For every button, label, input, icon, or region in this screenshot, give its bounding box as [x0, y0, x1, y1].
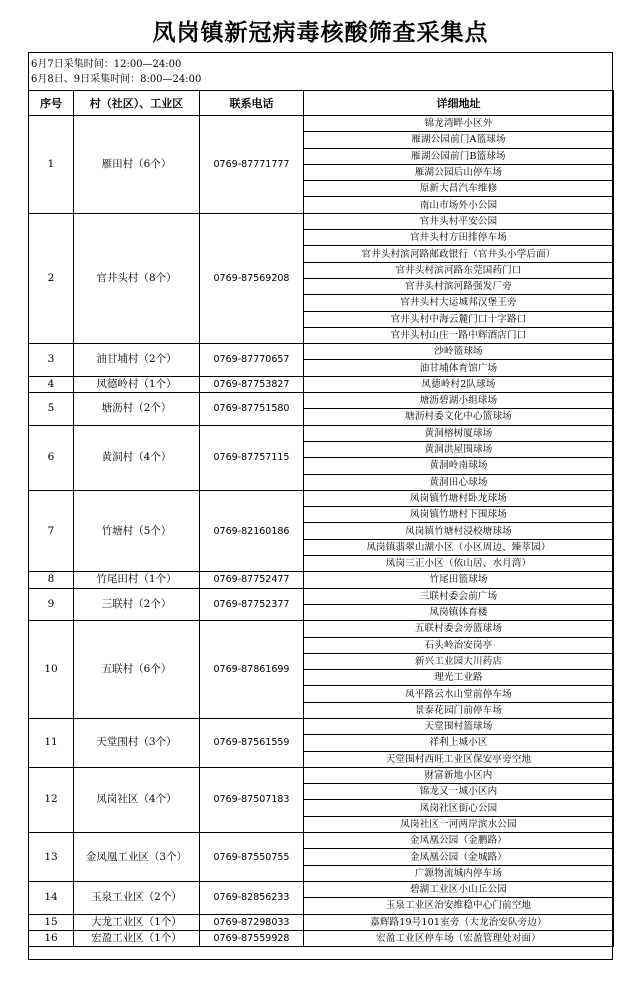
village-name: 官井头村（8个）: [74, 213, 200, 343]
collection-time-june-8-9: 6月8日、9日采集时间：8:00—24:00: [31, 74, 202, 85]
row-number: 6: [29, 425, 74, 490]
address-cell: 雁湖公园前门A篮球场: [304, 132, 614, 148]
table-row: [29, 588, 614, 604]
row-number: 9: [29, 588, 74, 621]
address-cell: 五联村委会旁篮球场: [304, 621, 614, 637]
village-name: 油甘埔村（2个）: [74, 344, 200, 377]
table-row: [29, 881, 614, 897]
address-cell: 官井头村平安公园: [304, 213, 614, 229]
header-address: 详细地址: [304, 91, 614, 116]
address-cell: 凤岗镇竹塘村浸校塘球场: [304, 523, 614, 539]
table-row: [29, 490, 614, 506]
table-row: [29, 767, 614, 783]
address-cell: 祥利上城小区: [304, 735, 614, 751]
address-cell: 天堂围村西旺工业区保安亭旁空地: [304, 751, 614, 767]
phone-number: 0769-87770657: [200, 344, 304, 377]
address-cell: 锦龙又一城小区内: [304, 784, 614, 800]
address-cell: 凤岗镇竹塘村下围球场: [304, 507, 614, 523]
header-no: 序号: [29, 91, 74, 116]
phone-number: 0769-87861699: [200, 621, 304, 719]
address-cell: 锦龙湾畔小区外: [304, 116, 614, 132]
address-cell: 石头岭治安岗亭: [304, 637, 614, 653]
row-number: 14: [29, 881, 74, 914]
address-cell: 官井头村滨河路强发厂旁: [304, 278, 614, 294]
table-body: [29, 116, 614, 947]
collection-points-table: [28, 90, 614, 947]
address-cell: 凤岗镇体育楼: [304, 604, 614, 620]
table-row: [29, 344, 614, 360]
phone-number: 0769-87751580: [200, 393, 304, 426]
row-number: 10: [29, 621, 74, 719]
collection-time-june-7: 6月7日采集时间：12:00—24:00: [31, 59, 182, 70]
row-number: 3: [29, 344, 74, 377]
village-name: 塘沥村（2个）: [74, 393, 200, 426]
table-row: [29, 718, 614, 734]
row-number: 8: [29, 572, 74, 588]
row-number: 4: [29, 376, 74, 392]
phone-number: 0769-87752477: [200, 572, 304, 588]
row-number: 11: [29, 718, 74, 767]
village-name: 竹塘村（5个）: [74, 490, 200, 571]
village-name: 凤德岭村（1个）: [74, 376, 200, 392]
address-cell: 凤岗镇翡翠山湖小区（小区周边、臻萃园）: [304, 539, 614, 555]
village-name: 竹尾田村（1个）: [74, 572, 200, 588]
phone-number: 0769-87569208: [200, 213, 304, 343]
table-row: [29, 914, 614, 930]
address-cell: 碧湖工业区小山丘公园: [304, 881, 614, 897]
page-title: 凤岗镇新冠病毒核酸筛查采集点: [152, 19, 489, 46]
address-cell: 雁湖公园前门B篮球场: [304, 148, 614, 164]
address-cell: 宏盈工业区停车场（宏盈管理处对面）: [304, 930, 614, 946]
address-cell: 竹尾田篮球场: [304, 572, 614, 588]
phone-number: 0769-87757115: [200, 425, 304, 490]
table-row: [29, 833, 614, 849]
address-cell: 雁湖公园后山停车场: [304, 164, 614, 180]
address-cell: 黄洞榕树厦球场: [304, 425, 614, 441]
row-number: 15: [29, 914, 74, 930]
address-cell: 南山市场外小公园: [304, 197, 614, 213]
address-cell: 官井头村滨河路邮政银行（官井头小学后面）: [304, 246, 614, 262]
table-row: [29, 393, 614, 409]
row-number: 2: [29, 213, 74, 343]
address-cell: 景泰花园门前停车场: [304, 702, 614, 718]
phone-number: 0769-87561559: [200, 718, 304, 767]
address-cell: 玉泉工业区治安维稳中心门前空地: [304, 898, 614, 914]
phone-number: 0769-87550755: [200, 833, 304, 882]
header-phone: 联系电话: [200, 91, 304, 116]
address-cell: 凤德岭村2队球场: [304, 376, 614, 392]
row-number: 12: [29, 767, 74, 832]
phone-number: 0769-87771777: [200, 116, 304, 214]
address-cell: 凤岗社区一河两岸滨水公园: [304, 816, 614, 832]
row-number: 5: [29, 393, 74, 426]
village-name: 黄洞村（4个）: [74, 425, 200, 490]
address-cell: 广源物流城内停车场: [304, 865, 614, 881]
address-cell: 新兴工业园大川药店: [304, 653, 614, 669]
address-cell: 黄洞洪屋围球场: [304, 441, 614, 457]
address-cell: 官井头村中海云麓门口十字路口: [304, 311, 614, 327]
address-cell: 凤岗镇竹塘村卧龙球场: [304, 490, 614, 506]
table-row: [29, 425, 614, 441]
village-name: 雁田村（6个）: [74, 116, 200, 214]
address-cell: 黄洞田心球场: [304, 474, 614, 490]
address-cell: 官井头村大运城邦汉堡王旁: [304, 295, 614, 311]
table-row: [29, 116, 614, 132]
phone-number: 0769-87507183: [200, 767, 304, 832]
address-cell: 嘉辉路19号101室旁（大龙治安队旁边）: [304, 914, 614, 930]
table-row: [29, 930, 614, 946]
row-number: 16: [29, 930, 74, 946]
village-name: 凤岗社区（4个）: [74, 767, 200, 832]
address-cell: 理光工业路: [304, 670, 614, 686]
village-name: 三联村（2个）: [74, 588, 200, 621]
table-row: [29, 376, 614, 392]
address-cell: 塘沥村委文化中心篮球场: [304, 409, 614, 425]
phone-number: 0769-87298033: [200, 914, 304, 930]
row-number: 13: [29, 833, 74, 882]
address-cell: 官井头村山庄一路中辉酒店门口: [304, 327, 614, 343]
village-name: 宏盈工业区（1个）: [74, 930, 200, 946]
phone-number: 0769-87752377: [200, 588, 304, 621]
village-name: 天堂围村（3个）: [74, 718, 200, 767]
phone-number: 0769-82856233: [200, 881, 304, 914]
address-cell: 凤岗社区街心公园: [304, 800, 614, 816]
address-cell: 官井头村滨河路东莞国药门口: [304, 262, 614, 278]
address-cell: 天堂围村篮球场: [304, 718, 614, 734]
table-header-row: [29, 91, 614, 116]
row-number: 7: [29, 490, 74, 571]
address-cell: 油甘埔体育馆广场: [304, 360, 614, 376]
address-cell: 凤岗三正小区（依山居、水月湾）: [304, 556, 614, 572]
village-name: 五联村（6个）: [74, 621, 200, 719]
address-cell: 三联村委会前广场: [304, 588, 614, 604]
village-name: 金凤凰工业区（3个）: [74, 833, 200, 882]
phone-number: 0769-87753827: [200, 376, 304, 392]
address-cell: 凤平路云水山堂前停车场: [304, 686, 614, 702]
header-village: 村（社区）、工业区: [74, 91, 200, 116]
address-cell: 官井头村方田排停车场: [304, 230, 614, 246]
row-number: 1: [29, 116, 74, 214]
address-cell: 沙岭篮球场: [304, 344, 614, 360]
phone-number: 0769-87559928: [200, 930, 304, 946]
address-cell: 金凤凰公园（金鹏路）: [304, 833, 614, 849]
table-row: [29, 213, 614, 229]
address-cell: 黄洞岭南球场: [304, 458, 614, 474]
village-name: 大龙工业区（1个）: [74, 914, 200, 930]
address-cell: 财富新地小区内: [304, 767, 614, 783]
table-row: [29, 621, 614, 637]
village-name: 玉泉工业区（2个）: [74, 881, 200, 914]
address-cell: 原新大昌汽车维修: [304, 181, 614, 197]
address-cell: 塘沥碧湖小组球场: [304, 393, 614, 409]
address-cell: 金凤凰公园（金城路）: [304, 849, 614, 865]
phone-number: 0769-82160186: [200, 490, 304, 571]
table-row: [29, 572, 614, 588]
